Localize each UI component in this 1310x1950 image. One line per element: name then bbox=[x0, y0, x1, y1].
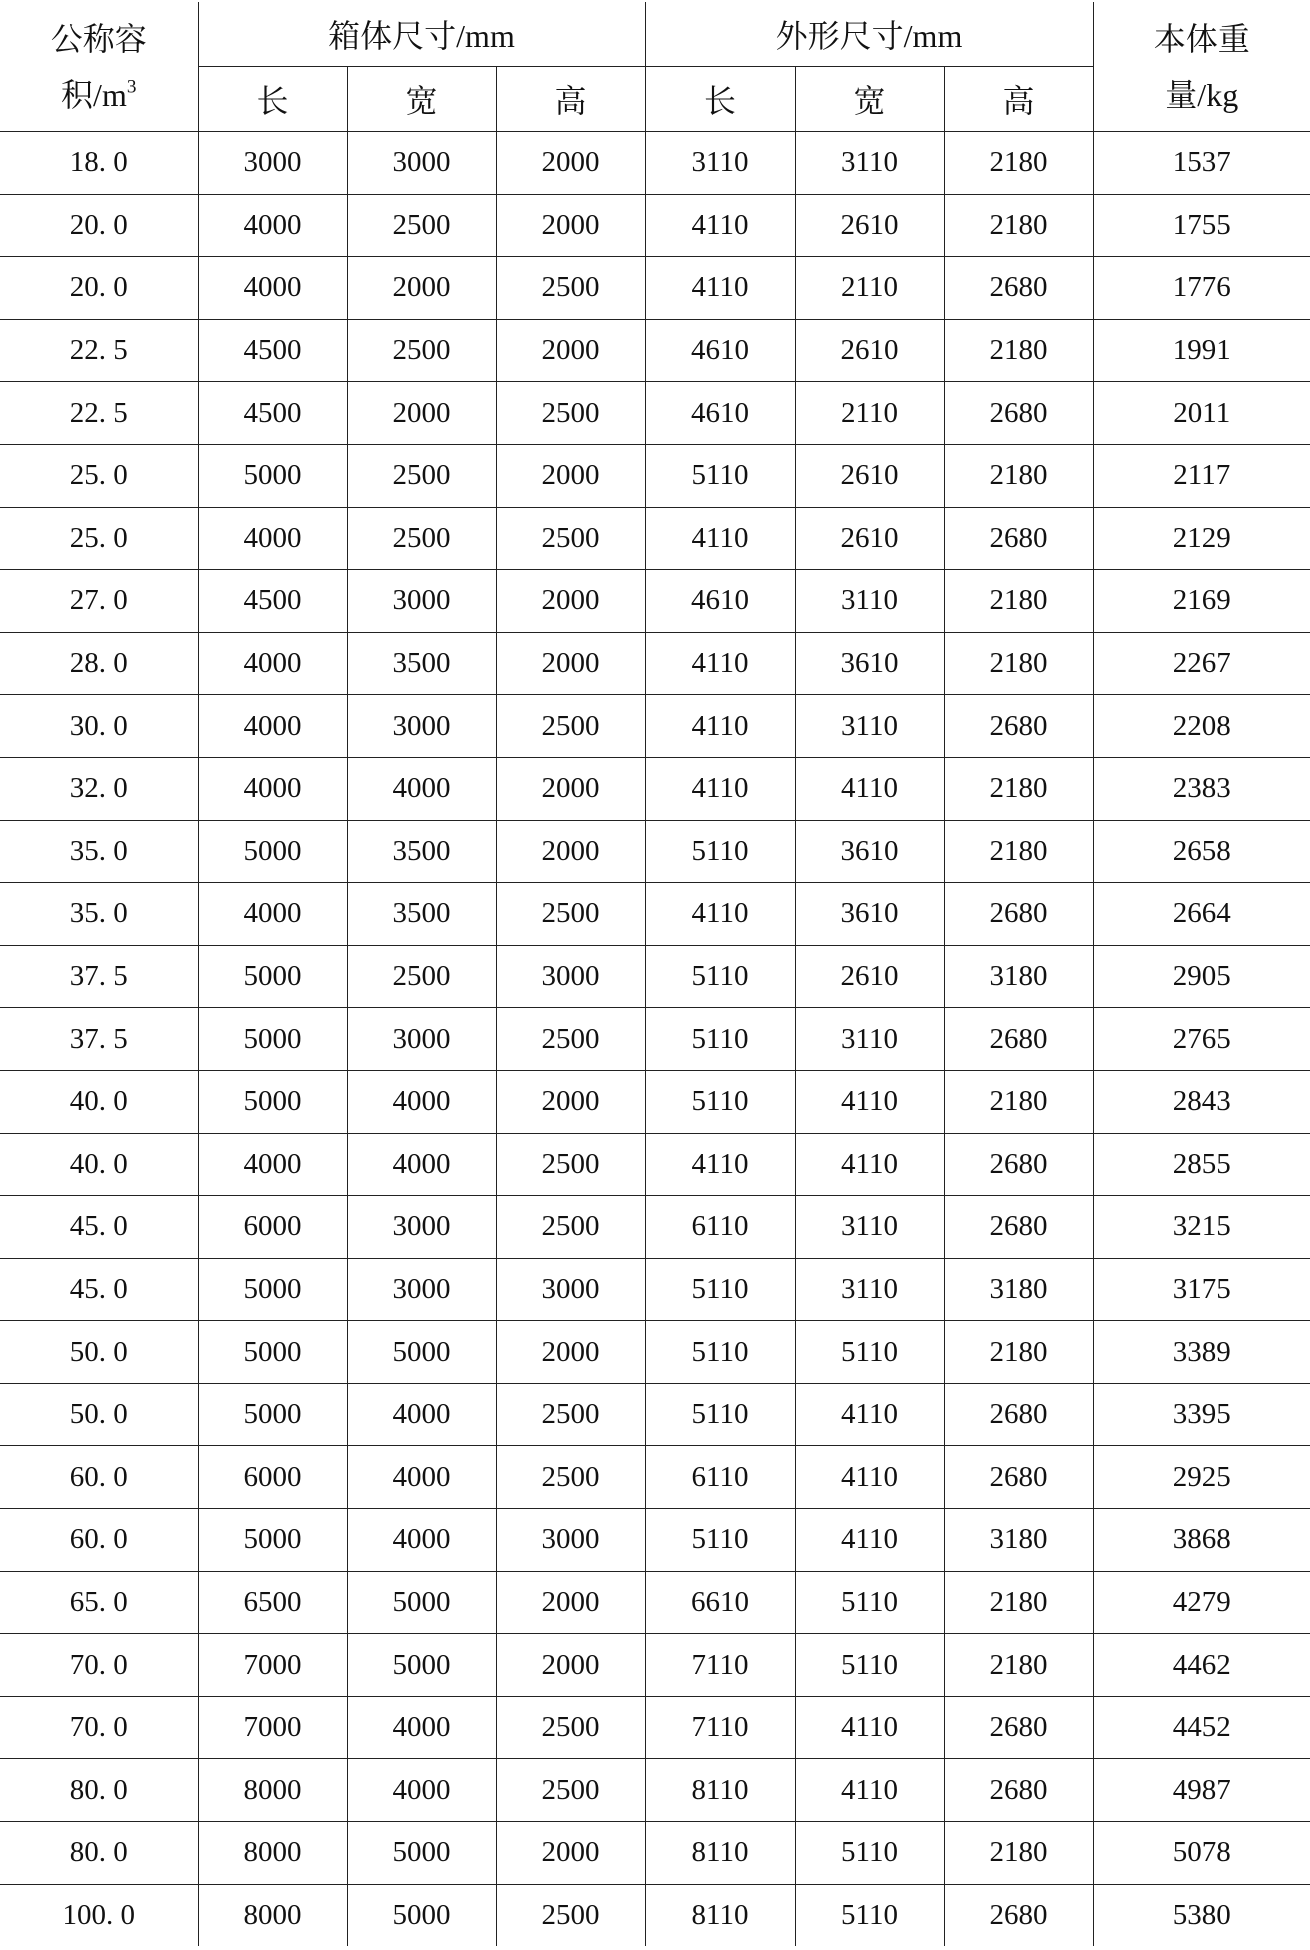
capacity-cell: 32. 0 bbox=[0, 757, 198, 820]
outer-length-cell: 4610 bbox=[645, 382, 795, 445]
outer-length-cell: 8110 bbox=[645, 1822, 795, 1885]
tank-length-cell: 6500 bbox=[198, 1571, 347, 1634]
outer-height-cell: 2680 bbox=[944, 1446, 1093, 1509]
weight-cell: 2658 bbox=[1093, 820, 1310, 883]
outer-height-cell: 2180 bbox=[944, 1822, 1093, 1885]
weight-cell: 2169 bbox=[1093, 570, 1310, 633]
outer-width-cell: 4110 bbox=[795, 757, 944, 820]
tank-height-cell: 2500 bbox=[496, 1446, 645, 1509]
outer-height-cell: 2180 bbox=[944, 194, 1093, 257]
outer-length-cell: 8110 bbox=[645, 1884, 795, 1946]
outer-length-cell: 4110 bbox=[645, 695, 795, 758]
outer-height-cell: 2680 bbox=[944, 1383, 1093, 1446]
weight-cell: 2383 bbox=[1093, 757, 1310, 820]
outer-length-cell: 4610 bbox=[645, 319, 795, 382]
tank-height-cell: 2000 bbox=[496, 132, 645, 195]
tank-length-cell: 4000 bbox=[198, 194, 347, 257]
tank-length-cell: 8000 bbox=[198, 1884, 347, 1946]
capacity-cell: 30. 0 bbox=[0, 695, 198, 758]
header-capacity-line2: 积$/m^3$ bbox=[61, 76, 137, 113]
table-row bbox=[0, 570, 1310, 633]
outer-height-cell: 2680 bbox=[944, 1759, 1093, 1822]
capacity-cell: 35. 0 bbox=[0, 820, 198, 883]
outer-width-cell: 2110 bbox=[795, 257, 944, 320]
weight-cell: 1991 bbox=[1093, 319, 1310, 382]
outer-height-cell: 3180 bbox=[944, 1258, 1093, 1321]
tank-height-cell: 2000 bbox=[496, 1571, 645, 1634]
table-row bbox=[0, 1634, 1310, 1697]
tank-length-cell: 5000 bbox=[198, 1258, 347, 1321]
weight-cell: 1776 bbox=[1093, 257, 1310, 320]
outer-width-cell: 3610 bbox=[795, 820, 944, 883]
outer-height-cell: 2180 bbox=[944, 757, 1093, 820]
outer-width-cell: 3610 bbox=[795, 883, 944, 946]
outer-length-cell: 4110 bbox=[645, 883, 795, 946]
tank-width-cell: 4000 bbox=[347, 1696, 496, 1759]
outer-width-cell: 2610 bbox=[795, 945, 944, 1008]
capacity-cell: 60. 0 bbox=[0, 1509, 198, 1572]
tank-length-cell: 4000 bbox=[198, 1133, 347, 1196]
tank-height-cell: 2500 bbox=[496, 1008, 645, 1071]
outer-height-cell: 2680 bbox=[944, 1884, 1093, 1946]
tank-height-cell: 2500 bbox=[496, 1696, 645, 1759]
tank-height-cell: 3000 bbox=[496, 1258, 645, 1321]
capacity-cell: 80. 0 bbox=[0, 1759, 198, 1822]
outer-height-cell: 2680 bbox=[944, 1196, 1093, 1259]
tank-height-cell: 3000 bbox=[496, 945, 645, 1008]
outer-height-cell: 3180 bbox=[944, 1509, 1093, 1572]
weight-cell: 4987 bbox=[1093, 1759, 1310, 1822]
outer-height-cell: 2680 bbox=[944, 1008, 1093, 1071]
tank-length-cell: 4000 bbox=[198, 507, 347, 570]
table-row bbox=[0, 695, 1310, 758]
outer-height-cell: 2680 bbox=[944, 507, 1093, 570]
capacity-cell: 50. 0 bbox=[0, 1321, 198, 1384]
outer-length-cell: 4110 bbox=[645, 257, 795, 320]
tank-height-cell: 3000 bbox=[496, 1509, 645, 1572]
tank-width-cell: 3500 bbox=[347, 820, 496, 883]
weight-cell: 2117 bbox=[1093, 444, 1310, 507]
tank-width-cell: 3500 bbox=[347, 883, 496, 946]
tank-height-cell: 2000 bbox=[496, 820, 645, 883]
weight-cell: 1755 bbox=[1093, 194, 1310, 257]
weight-cell: 2843 bbox=[1093, 1070, 1310, 1133]
outer-width-cell: 4110 bbox=[795, 1759, 944, 1822]
capacity-cell: 40. 0 bbox=[0, 1133, 198, 1196]
weight-cell: 1537 bbox=[1093, 132, 1310, 195]
outer-length-cell: 7110 bbox=[645, 1696, 795, 1759]
weight-cell: 3868 bbox=[1093, 1509, 1310, 1572]
header-tank-length: 长 bbox=[198, 67, 347, 132]
tank-length-cell: 5000 bbox=[198, 820, 347, 883]
weight-cell: 2011 bbox=[1093, 382, 1310, 445]
tank-width-cell: 2500 bbox=[347, 319, 496, 382]
tank-width-cell: 2000 bbox=[347, 382, 496, 445]
tank-length-cell: 5000 bbox=[198, 1321, 347, 1384]
outer-height-cell: 2680 bbox=[944, 883, 1093, 946]
capacity-cell: 100. 0 bbox=[0, 1884, 198, 1946]
tank-height-cell: 2500 bbox=[496, 1884, 645, 1946]
outer-width-cell: 5110 bbox=[795, 1321, 944, 1384]
tank-height-cell: 2500 bbox=[496, 1196, 645, 1259]
tank-length-cell: 4000 bbox=[198, 883, 347, 946]
outer-length-cell: 6110 bbox=[645, 1196, 795, 1259]
tank-width-cell: 2000 bbox=[347, 257, 496, 320]
weight-cell: 2129 bbox=[1093, 507, 1310, 570]
table-row bbox=[0, 883, 1310, 946]
tank-height-cell: 2500 bbox=[496, 1759, 645, 1822]
tank-width-cell: 4000 bbox=[347, 1133, 496, 1196]
outer-length-cell: 4610 bbox=[645, 570, 795, 633]
outer-height-cell: 2180 bbox=[944, 444, 1093, 507]
tank-width-cell: 5000 bbox=[347, 1571, 496, 1634]
outer-width-cell: 3110 bbox=[795, 695, 944, 758]
table-row bbox=[0, 1509, 1310, 1572]
tank-length-cell: 7000 bbox=[198, 1696, 347, 1759]
outer-width-cell: 3110 bbox=[795, 570, 944, 633]
capacity-cell: 25. 0 bbox=[0, 444, 198, 507]
tank-height-cell: 2500 bbox=[496, 1133, 645, 1196]
header-capacity bbox=[0, 2, 198, 132]
outer-length-cell: 4110 bbox=[645, 632, 795, 695]
weight-cell: 2765 bbox=[1093, 1008, 1310, 1071]
tank-length-cell: 4000 bbox=[198, 257, 347, 320]
tank-width-cell: 2500 bbox=[347, 194, 496, 257]
tank-height-cell: 2000 bbox=[496, 1070, 645, 1133]
outer-width-cell: 3110 bbox=[795, 132, 944, 195]
table-row bbox=[0, 757, 1310, 820]
tank-length-cell: 5000 bbox=[198, 1070, 347, 1133]
tank-width-cell: 3000 bbox=[347, 570, 496, 633]
tank-width-cell: 2500 bbox=[347, 945, 496, 1008]
outer-height-cell: 2680 bbox=[944, 382, 1093, 445]
weight-cell: 3175 bbox=[1093, 1258, 1310, 1321]
tank-length-cell: 4500 bbox=[198, 319, 347, 382]
outer-height-cell: 2680 bbox=[944, 1696, 1093, 1759]
outer-length-cell: 6610 bbox=[645, 1571, 795, 1634]
tank-height-cell: 2500 bbox=[496, 1383, 645, 1446]
weight-cell: 2267 bbox=[1093, 632, 1310, 695]
capacity-cell: 25. 0 bbox=[0, 507, 198, 570]
header-capacity-sup: 3 bbox=[126, 76, 137, 98]
capacity-cell: 20. 0 bbox=[0, 194, 198, 257]
tank-height-cell: 2000 bbox=[496, 1634, 645, 1697]
outer-height-cell: 2180 bbox=[944, 132, 1093, 195]
outer-length-cell: 6110 bbox=[645, 1446, 795, 1509]
outer-width-cell: 3110 bbox=[795, 1008, 944, 1071]
capacity-cell: 70. 0 bbox=[0, 1696, 198, 1759]
header-outer-length: 长 bbox=[645, 67, 795, 132]
tank-height-cell: 2000 bbox=[496, 757, 645, 820]
tank-width-cell: 5000 bbox=[347, 1884, 496, 1946]
tank-width-cell: 3000 bbox=[347, 132, 496, 195]
outer-length-cell: 5110 bbox=[645, 1008, 795, 1071]
weight-cell: 2905 bbox=[1093, 945, 1310, 1008]
weight-cell: 5380 bbox=[1093, 1884, 1310, 1946]
outer-length-cell: 8110 bbox=[645, 1759, 795, 1822]
header-outer-width: 宽 bbox=[795, 67, 944, 132]
outer-length-cell: 4110 bbox=[645, 757, 795, 820]
outer-height-cell: 2180 bbox=[944, 319, 1093, 382]
outer-height-cell: 2180 bbox=[944, 820, 1093, 883]
tank-length-cell: 6000 bbox=[198, 1196, 347, 1259]
table-row bbox=[0, 1196, 1310, 1259]
outer-length-cell: 5110 bbox=[645, 444, 795, 507]
outer-length-cell: 5110 bbox=[645, 820, 795, 883]
tank-width-cell: 4000 bbox=[347, 757, 496, 820]
table-row bbox=[0, 1822, 1310, 1885]
table-row bbox=[0, 319, 1310, 382]
tank-height-cell: 2000 bbox=[496, 319, 645, 382]
tank-height-cell: 2000 bbox=[496, 444, 645, 507]
tank-length-cell: 7000 bbox=[198, 1634, 347, 1697]
header-outer-dimensions: 外形尺寸/mm bbox=[645, 2, 1093, 67]
outer-height-cell: 2180 bbox=[944, 570, 1093, 633]
tank-width-cell: 3000 bbox=[347, 1258, 496, 1321]
capacity-cell: 35. 0 bbox=[0, 883, 198, 946]
table-row bbox=[0, 1070, 1310, 1133]
weight-cell: 3389 bbox=[1093, 1321, 1310, 1384]
outer-width-cell: 4110 bbox=[795, 1696, 944, 1759]
weight-cell: 4462 bbox=[1093, 1634, 1310, 1697]
tank-height-cell: 2000 bbox=[496, 1822, 645, 1885]
weight-cell: 3215 bbox=[1093, 1196, 1310, 1259]
header-outer-height: 高 bbox=[944, 67, 1093, 132]
tank-length-cell: 8000 bbox=[198, 1759, 347, 1822]
tank-height-cell: 2500 bbox=[496, 382, 645, 445]
table-row bbox=[0, 1258, 1310, 1321]
table-row bbox=[0, 1571, 1310, 1634]
tank-width-cell: 5000 bbox=[347, 1822, 496, 1885]
outer-width-cell: 5110 bbox=[795, 1634, 944, 1697]
outer-length-cell: 5110 bbox=[645, 1383, 795, 1446]
outer-width-cell: 5110 bbox=[795, 1571, 944, 1634]
weight-cell: 2925 bbox=[1093, 1446, 1310, 1509]
capacity-cell: 22. 5 bbox=[0, 319, 198, 382]
tank-width-cell: 4000 bbox=[347, 1509, 496, 1572]
table-row bbox=[0, 444, 1310, 507]
capacity-cell: 80. 0 bbox=[0, 1822, 198, 1885]
tank-length-cell: 5000 bbox=[198, 945, 347, 1008]
outer-width-cell: 3110 bbox=[795, 1196, 944, 1259]
tank-width-cell: 4000 bbox=[347, 1383, 496, 1446]
table-row bbox=[0, 507, 1310, 570]
capacity-cell: 40. 0 bbox=[0, 1070, 198, 1133]
outer-height-cell: 2180 bbox=[944, 1321, 1093, 1384]
header-weight-line2: 量/kg bbox=[1165, 76, 1239, 113]
outer-height-cell: 3180 bbox=[944, 945, 1093, 1008]
outer-width-cell: 2610 bbox=[795, 507, 944, 570]
table-row bbox=[0, 382, 1310, 445]
outer-length-cell: 3110 bbox=[645, 132, 795, 195]
outer-length-cell: 5110 bbox=[645, 1070, 795, 1133]
capacity-cell: 70. 0 bbox=[0, 1634, 198, 1697]
outer-width-cell: 2610 bbox=[795, 194, 944, 257]
outer-width-cell: 4110 bbox=[795, 1133, 944, 1196]
weight-cell: 2208 bbox=[1093, 695, 1310, 758]
tank-height-cell: 2500 bbox=[496, 257, 645, 320]
tank-length-cell: 5000 bbox=[198, 444, 347, 507]
capacity-cell: 18. 0 bbox=[0, 132, 198, 195]
tank-width-cell: 4000 bbox=[347, 1759, 496, 1822]
table-body bbox=[0, 132, 1310, 1947]
outer-width-cell: 3610 bbox=[795, 632, 944, 695]
outer-width-cell: 4110 bbox=[795, 1383, 944, 1446]
tank-width-cell: 3000 bbox=[347, 1008, 496, 1071]
header-tank-height: 高 bbox=[496, 67, 645, 132]
tank-height-cell: 2500 bbox=[496, 507, 645, 570]
outer-width-cell: 5110 bbox=[795, 1884, 944, 1946]
weight-cell: 5078 bbox=[1093, 1822, 1310, 1885]
table-row bbox=[0, 945, 1310, 1008]
header-weight bbox=[1093, 2, 1310, 132]
table-row bbox=[0, 1759, 1310, 1822]
table-row bbox=[0, 132, 1310, 195]
outer-width-cell: 2610 bbox=[795, 444, 944, 507]
header-row-1 bbox=[0, 2, 1310, 67]
outer-width-cell: 4110 bbox=[795, 1070, 944, 1133]
outer-width-cell: 2610 bbox=[795, 319, 944, 382]
capacity-cell: 60. 0 bbox=[0, 1446, 198, 1509]
tank-length-cell: 5000 bbox=[198, 1509, 347, 1572]
outer-width-cell: 4110 bbox=[795, 1509, 944, 1572]
tank-width-cell: 2500 bbox=[347, 444, 496, 507]
outer-length-cell: 5110 bbox=[645, 1509, 795, 1572]
capacity-cell: 20. 0 bbox=[0, 257, 198, 320]
weight-cell: 3395 bbox=[1093, 1383, 1310, 1446]
tank-spec-table bbox=[0, 2, 1310, 1946]
capacity-cell: 27. 0 bbox=[0, 570, 198, 633]
table-row bbox=[0, 1696, 1310, 1759]
outer-height-cell: 2680 bbox=[944, 257, 1093, 320]
outer-height-cell: 2180 bbox=[944, 1070, 1093, 1133]
table-row bbox=[0, 257, 1310, 320]
capacity-cell: 65. 0 bbox=[0, 1571, 198, 1634]
capacity-cell: 37. 5 bbox=[0, 945, 198, 1008]
tank-width-cell: 2500 bbox=[347, 507, 496, 570]
outer-length-cell: 4110 bbox=[645, 194, 795, 257]
tank-height-cell: 2500 bbox=[496, 695, 645, 758]
header-tank-dimensions: 箱体尺寸/mm bbox=[198, 2, 645, 67]
table-row bbox=[0, 1321, 1310, 1384]
outer-length-cell: 4110 bbox=[645, 507, 795, 570]
tank-height-cell: 2000 bbox=[496, 194, 645, 257]
table-row bbox=[0, 632, 1310, 695]
tank-width-cell: 5000 bbox=[347, 1634, 496, 1697]
outer-width-cell: 5110 bbox=[795, 1822, 944, 1885]
capacity-cell: 45. 0 bbox=[0, 1258, 198, 1321]
tank-length-cell: 6000 bbox=[198, 1446, 347, 1509]
tank-length-cell: 4500 bbox=[198, 570, 347, 633]
table-row bbox=[0, 1133, 1310, 1196]
table-row bbox=[0, 194, 1310, 257]
tank-length-cell: 3000 bbox=[198, 132, 347, 195]
outer-height-cell: 2180 bbox=[944, 1571, 1093, 1634]
table-row bbox=[0, 820, 1310, 883]
outer-length-cell: 5110 bbox=[645, 1321, 795, 1384]
tank-width-cell: 5000 bbox=[347, 1321, 496, 1384]
outer-height-cell: 2680 bbox=[944, 1133, 1093, 1196]
tank-width-cell: 4000 bbox=[347, 1446, 496, 1509]
outer-height-cell: 2180 bbox=[944, 1634, 1093, 1697]
tank-height-cell: 2000 bbox=[496, 1321, 645, 1384]
weight-cell: 4279 bbox=[1093, 1571, 1310, 1634]
header-tank-width: 宽 bbox=[347, 67, 496, 132]
header-capacity-line1: 公称容 bbox=[50, 20, 147, 57]
weight-cell: 2664 bbox=[1093, 883, 1310, 946]
header-weight-line1: 本体重 bbox=[1153, 20, 1250, 57]
tank-width-cell: 3000 bbox=[347, 695, 496, 758]
tank-height-cell: 2000 bbox=[496, 570, 645, 633]
weight-cell: 4452 bbox=[1093, 1696, 1310, 1759]
capacity-cell: 37. 5 bbox=[0, 1008, 198, 1071]
outer-height-cell: 2180 bbox=[944, 632, 1093, 695]
capacity-cell: 22. 5 bbox=[0, 382, 198, 445]
table-row bbox=[0, 1884, 1310, 1946]
tank-width-cell: 4000 bbox=[347, 1070, 496, 1133]
tank-height-cell: 2500 bbox=[496, 883, 645, 946]
tank-width-cell: 3500 bbox=[347, 632, 496, 695]
tank-length-cell: 4000 bbox=[198, 757, 347, 820]
outer-width-cell: 4110 bbox=[795, 1446, 944, 1509]
table-row bbox=[0, 1008, 1310, 1071]
outer-width-cell: 3110 bbox=[795, 1258, 944, 1321]
tank-length-cell: 5000 bbox=[198, 1383, 347, 1446]
outer-length-cell: 4110 bbox=[645, 1133, 795, 1196]
capacity-cell: 28. 0 bbox=[0, 632, 198, 695]
tank-length-cell: 5000 bbox=[198, 1008, 347, 1071]
outer-length-cell: 7110 bbox=[645, 1634, 795, 1697]
tank-length-cell: 4000 bbox=[198, 695, 347, 758]
tank-height-cell: 2000 bbox=[496, 632, 645, 695]
tank-length-cell: 8000 bbox=[198, 1822, 347, 1885]
weight-cell: 2855 bbox=[1093, 1133, 1310, 1196]
outer-length-cell: 5110 bbox=[645, 945, 795, 1008]
outer-height-cell: 2680 bbox=[944, 695, 1093, 758]
outer-length-cell: 5110 bbox=[645, 1258, 795, 1321]
tank-length-cell: 4000 bbox=[198, 632, 347, 695]
capacity-cell: 45. 0 bbox=[0, 1196, 198, 1259]
capacity-cell: 50. 0 bbox=[0, 1383, 198, 1446]
tank-length-cell: 4500 bbox=[198, 382, 347, 445]
table-row bbox=[0, 1383, 1310, 1446]
tank-width-cell: 3000 bbox=[347, 1196, 496, 1259]
outer-width-cell: 2110 bbox=[795, 382, 944, 445]
table-row bbox=[0, 1446, 1310, 1509]
